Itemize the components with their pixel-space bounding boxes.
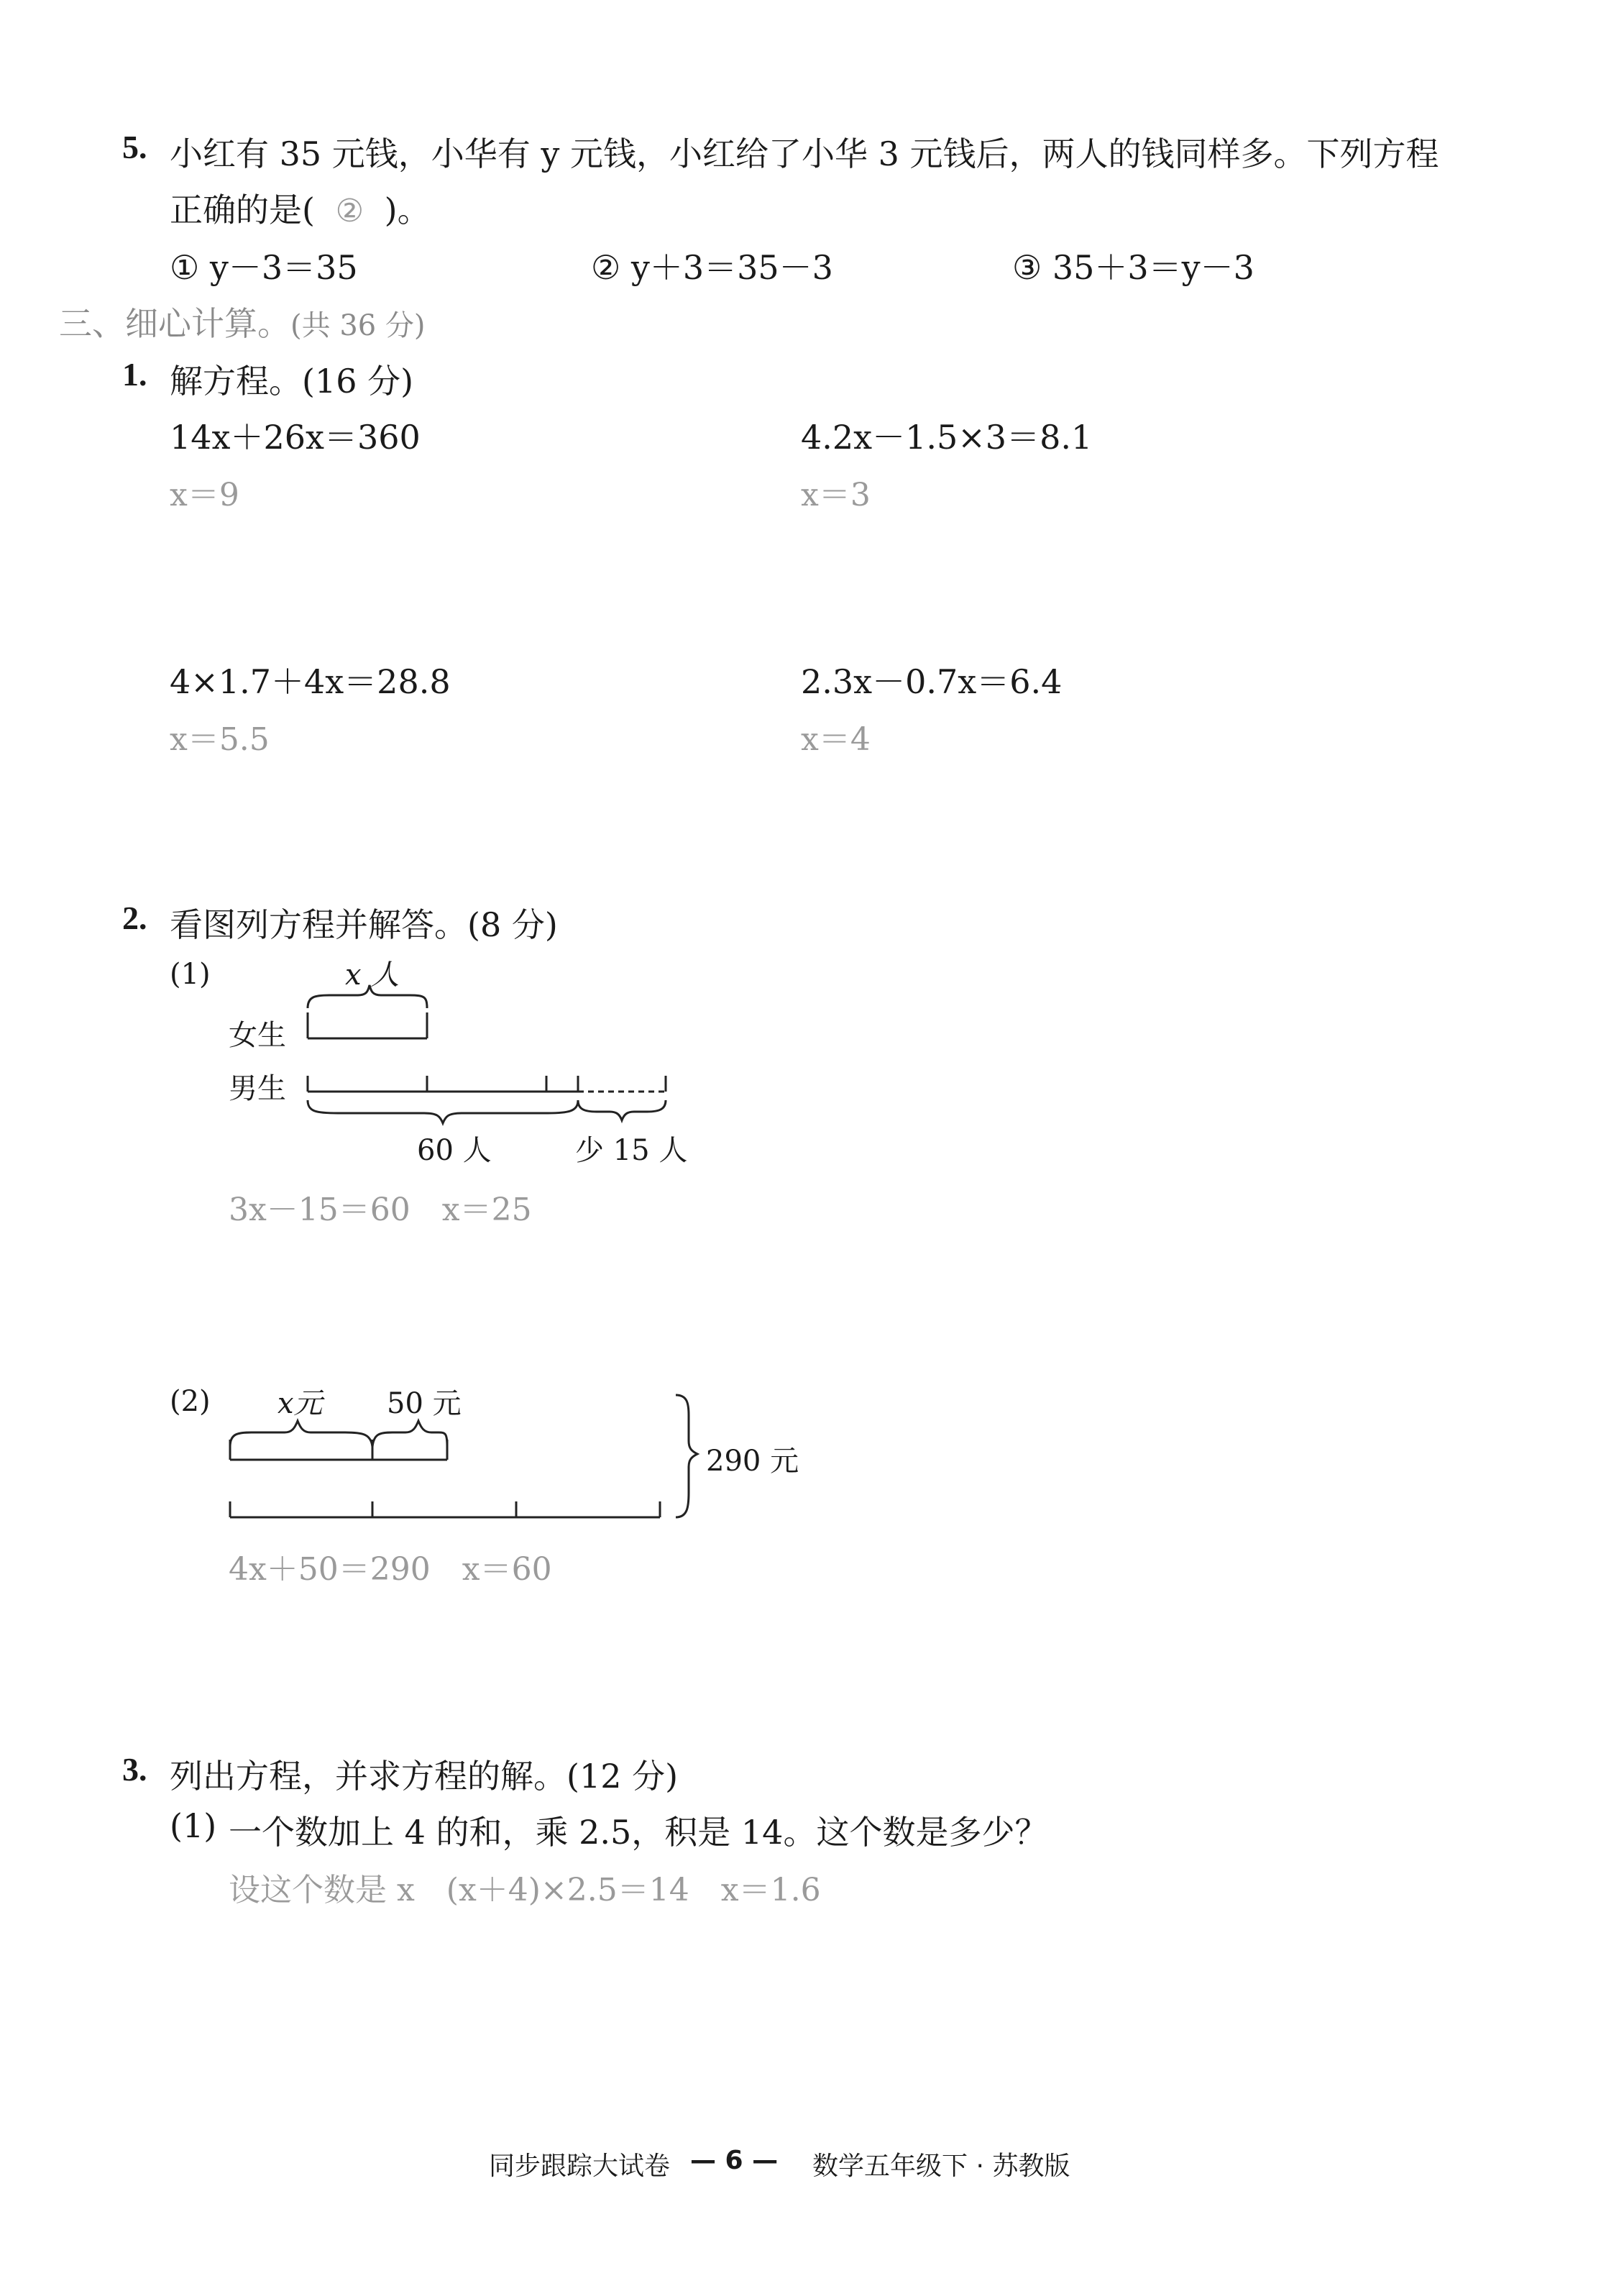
section-title-text: 三、细心计算。	[59, 304, 290, 343]
p3-title: 列出方程，并求方程的解。(12 分)	[170, 1757, 679, 1796]
p2-sub1-brace-60: 60 人	[417, 1134, 492, 1167]
p3-sub1-text: 一个数加上 4 的和，乘 2.5，积是 14。这个数是多少？	[229, 1813, 1048, 1852]
p3-number: 3.	[122, 1751, 147, 1788]
q5-option-2: ② y＋3＝35－3	[591, 248, 833, 287]
p2-sub1-brace-less: 少 15 人	[575, 1134, 688, 1167]
p2-sub2-answer: 4x＋50＝290 x＝60	[229, 1551, 552, 1588]
p2-sub1-label: (1)	[170, 958, 211, 991]
p2-sub1-answer: 3x－15＝60 x＝25	[229, 1192, 532, 1228]
p3-sub1-answer: 设这个数是 x (x＋4)×2.5＝14 x＝1.6	[229, 1872, 821, 1908]
p2-sub2-top-50: 50 元	[387, 1387, 462, 1420]
p1-ans-4: x＝4	[801, 721, 871, 758]
p2-sub1-top-label: x 人	[345, 959, 400, 992]
p2-sub1-row-girls: 女生	[229, 1019, 286, 1052]
p1-ans-3: x＝5.5	[170, 721, 270, 758]
fifty-brace	[372, 1421, 447, 1447]
p1-ans-2: x＝3	[801, 477, 871, 513]
p2-sub2-top-x: x元	[277, 1387, 323, 1420]
p1-title: 解方程。(16 分)	[170, 362, 414, 401]
footer-left: 同步跟踪大试卷	[489, 2151, 671, 2181]
p1-eq-2: 4.2x－1.5×3＝8.1	[801, 418, 1093, 457]
p2-sub2-total: 290 元	[706, 1445, 799, 1478]
p2-title: 看图列方程并解答。(8 分)	[170, 905, 558, 944]
q5-option-3: ③ 35＋3＝y－3	[1012, 248, 1254, 287]
q5-stem-pre: 正确的是(	[170, 191, 315, 229]
section-score: (共 36 分)	[290, 309, 426, 342]
p1-number: 1.	[122, 356, 147, 393]
q5-stem-post: )。	[384, 191, 431, 229]
q5-number: 5.	[122, 129, 147, 165]
total-brace	[676, 1395, 697, 1517]
x-brace	[230, 1421, 372, 1447]
page-number: — 6 —	[690, 2146, 779, 2175]
q5-answer: ②	[335, 193, 364, 229]
q5-option-1: ① y－3＝35	[170, 248, 358, 287]
p3-sub1-label: (1)	[170, 1806, 217, 1845]
p1-eq-1: 14x＋26x＝360	[170, 418, 421, 457]
p1-ans-1: x＝9	[170, 477, 239, 513]
p1-eq-3: 4×1.7＋4x＝28.8	[170, 662, 451, 701]
p2-number: 2.	[122, 900, 147, 936]
p2-sub2-label: (2)	[170, 1385, 211, 1418]
p1-eq-4: 2.3x－0.7x＝6.4	[801, 662, 1063, 701]
p2-sub1-row-boys: 男生	[229, 1072, 286, 1105]
footer-right: 数学五年级下 · 苏教版	[812, 2151, 1070, 2181]
q5-stem-line1: 小红有 35 元钱，小华有 y 元钱，小红给了小华 3 元钱后，两人的钱同样多。下列方程	[170, 134, 1439, 173]
